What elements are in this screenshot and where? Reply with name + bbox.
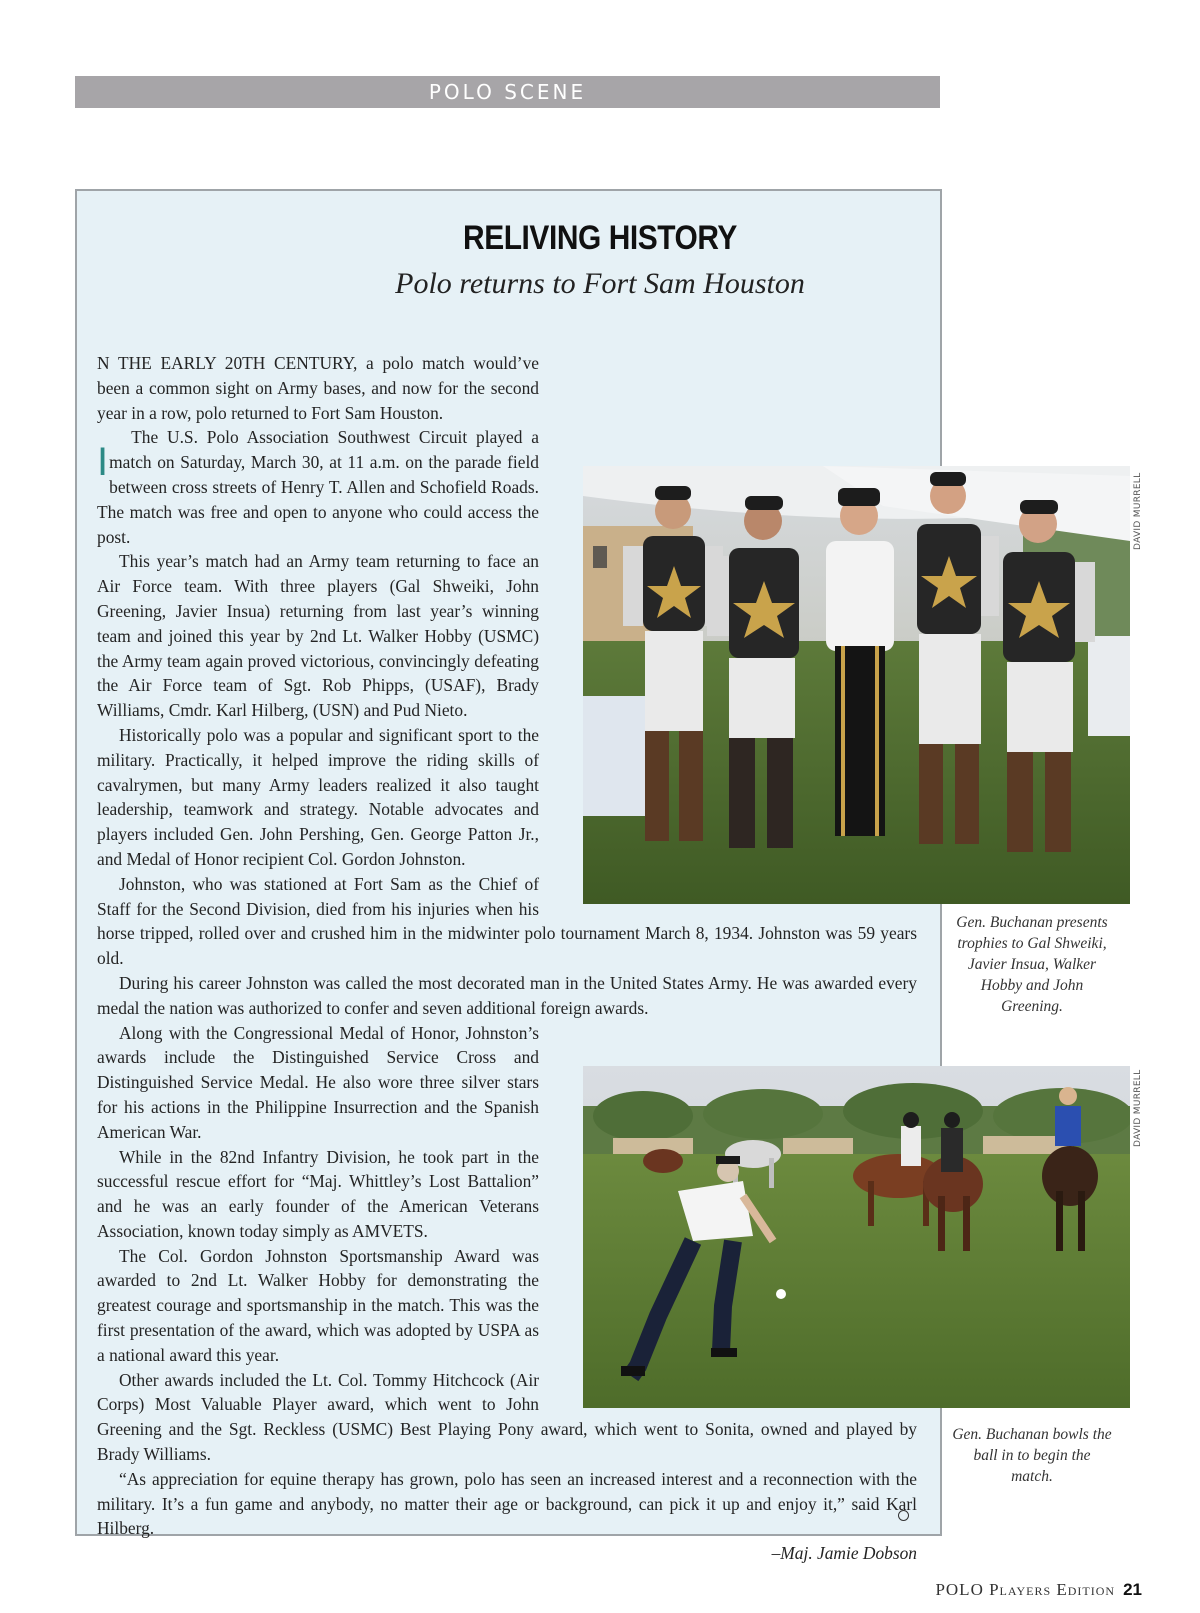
drop-cap: I [97,440,109,484]
section-header: POLO SCENE [75,76,940,108]
headline: RELIVING HISTORY [463,219,737,257]
paragraph: The U.S. Polo Association Southwest Circuit played a match on Saturday, March 30, at 11 a.m. on the parade field between cross streets of Henry T. Allen and Schofield Roads. The match was free and open to anyone who could access the post. [97,427,539,547]
paragraph: Other awards included the Lt. Col. Tommy Hitchcock (Air Corps) Most Valuable Player award, which went to John Greening and the Sgt. Reckless (USMC) Best Playing Pony award, which went to Sonita, owned and played by Brady Williams. [97,1369,917,1465]
paragraph: “As appreciation for equine therapy has grown, polo has seen an increased interest and a reconnection with the military. It’s a fun game and anybody, no matter their age or background, can pick it up and enjoy it,” said Karl Hilberg. [97,1468,917,1539]
publication-name: POLO Players Edition [935,1580,1116,1599]
paragraph: The Col. Gordon Johnston Sportsmanship Award was awarded to 2nd Lt. Walker Hobby for demonstrating the greatest courage and sportsmanship in the match. This was the first presentation of the award, which was adopted by USPA as a national award this year. [97,1245,539,1365]
paragraph: I N THE EARLY 20TH CENTURY, a polo match would’ve been a common sight on Army bases, and now for the second year in a row, polo returned to Fort Sam Houston. [97,353,539,484]
paragraph: Johnston, who was stationed at Fort Sam as the Chief of Staff for the Second Division, died from his injuries when his horse tripped, rolled over and crushed him in the midwinter polo tournament March 8, 1934. Johnston was 59 years old. [97,873,917,969]
paragraph: During his career Johnston was called the most decorated man in the United States Army. He was awarded every medal the nation was authorized to confer and seven additional foreign awards. [97,972,917,1018]
trophy-photo-illustration [583,466,1130,904]
photo-ball-bowl-in [583,1066,1130,1408]
photo-credit: DAVID MURRELL [1133,1069,1143,1147]
subhead: Polo returns to Fort Sam Houston [395,267,805,300]
page-footer [935,1580,1142,1600]
photo-caption: Gen. Buchanan bowls the ball in to begin the match. [952,1426,1112,1485]
photo-caption: Gen. Buchanan presents trophies to Gal Shweiki, Javier Insua, Walker Hobby and John Greening. [956,914,1108,1015]
paragraph: Historically polo was a popular and significant sport to the military. Practically, it helped improve the riding skills of cavalrymen, but many Army leaders realized it also taught leadership, teamwork and strategy. Notable advocates and players included Gen. John Pershing, Gen. George Patton Jr., and Medal of Honor recipient Col. Gordon Johnston. [97,724,539,869]
polo-field-photo-illustration [583,1066,1130,1408]
polo-ball-icon [776,1289,786,1299]
end-mark-icon [898,1510,909,1521]
photo-trophy-presentation [583,466,1130,904]
byline: –Maj. Jamie Dobson [771,1543,917,1564]
page-number: 21 [1123,1580,1142,1599]
paragraph: Along with the Congressional Medal of Honor, Johnston’s awards include the Distinguished Service Cross and Distinguished Service Medal. He also wore three silver stars for his actions in the Philippine Insurrection and the Spanish American War. [97,1022,539,1142]
paragraph: While in the 82nd Infantry Division, he took part in the successful rescue effort for “Maj. Whittley’s Lost Battalion” and he was an early founder of the American Veterans Association, known today simply as AMVETS. [97,1146,539,1241]
paragraph: This year’s match had an Army team returning to face an Air Force team. With three players (Gal Shweiki, John Greening, Javier Insua) returning from last year’s winning team and joined this year by 2nd Lt. Walker Hobby (USMC) the Army team again proved victorious, convincingly defeating the Air Force team of Sgt. Rob Phipps, (USAF), Brady Williams, Cmdr. Karl Hilberg, (USN) and Pud Nieto. [97,551,539,721]
photo-credit: DAVID MURRELL [1133,472,1143,550]
